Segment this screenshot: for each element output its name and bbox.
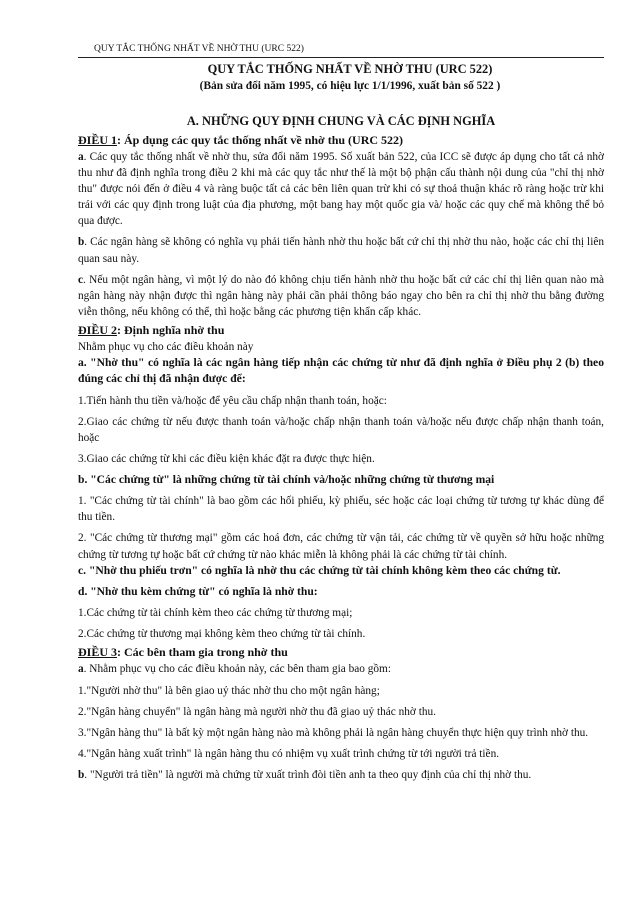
list-item: 4."Ngân hàng xuất trình" là ngân hàng thu có nhiệm vụ xuất trình chứng từ tới người trả tiền. bbox=[78, 747, 500, 760]
article-title: : Các bên tham gia trong nhờ thu bbox=[117, 645, 288, 660]
list-item: 2."Ngân hàng chuyển" là ngân hàng mà người nhờ thu đã giao uỷ thác nhờ thu. bbox=[78, 705, 436, 718]
article-title: : Áp dụng các quy tắc thống nhất về nhờ thu (URC 522) bbox=[117, 133, 404, 147]
article-1-heading bbox=[78, 132, 604, 149]
definition-heading: d. "Nhờ thu kèm chứng từ" có nghĩa là nhờ thu: bbox=[78, 584, 318, 598]
article-title: : Định nghĩa nhờ thu bbox=[117, 322, 225, 337]
list-item: 2. "Các chứng từ thương mại" gồm các hoá đơn, các chứng từ vận tải, các chứng từ về quyền sở hữu hoặc những chứng từ tương tự hoặc bất cứ chứng từ nào khác miễn là không phải là các chứng từ tài chính. bbox=[78, 532, 604, 561]
item-letter: a bbox=[78, 663, 84, 676]
definition-heading: c. "Nhờ thu phiếu trơn" có nghĩa là nhờ thu các chứng từ tài chính không kèm theo các chứng từ. bbox=[78, 563, 561, 577]
paragraph-text: . Các quy tắc thống nhất về nhờ thu, sửa đổi năm 1995. Số xuất bản 522, của ICC sẽ được áp dụng cho tất cả nhờ thu như đã định nghĩa trong điều 2 khi mà các quy tắc như thế là một bộ phận cấu thành nội dung của "chỉ thị nhờ thu" được nói đến ở điều 4 và ràng buộc tất cả các bên liên quan trừ khi có sự thoả thuận khác rõ ràng hoặc trừ khi trái với các quy định trong luật của địa phương, một bang hay một quốc gia và/ hoặc các quy chế mà không thể bỏ qua được. bbox=[78, 151, 604, 228]
paragraph: Nhằm phục vụ cho các điều khoản này bbox=[78, 340, 254, 353]
paragraph-text: . Nếu một ngân hàng, vì một lý do nào đó không chịu tiến hành nhờ thu hoặc bất cứ các chỉ thị liên quan nào mà ngân hàng này nhận được thì ngân hàng này phải cần phải thông báo ngay cho bên ra chỉ thị nhờ thu bằng đường viễn thông, nếu không có thể, thì hoặc bằng các phương tiện khẩn cấp khác. bbox=[78, 273, 604, 318]
item-letter: c bbox=[78, 273, 84, 286]
paragraph-text: . Nhằm phục vụ cho các điều khoản này, các bên tham gia bao gồm: bbox=[83, 663, 391, 676]
item-letter: b bbox=[78, 236, 85, 249]
paragraph bbox=[78, 234, 604, 266]
article-number: ĐIỀU 3 bbox=[78, 645, 118, 660]
article-number: ĐIỀU 2 bbox=[78, 322, 118, 337]
paragraph bbox=[78, 661, 604, 677]
list-item: 1. "Các chứng từ tài chính" là bao gồm các hối phiếu, kỳ phiếu, séc hoặc các loại chứng từ tương tự khác dùng để thu tiền. bbox=[78, 495, 604, 524]
document-subtitle: (Bản sửa đổi năm 1995, có hiệu lực 1/1/1996, xuất bản số 522 ) bbox=[199, 80, 501, 92]
paragraph bbox=[78, 767, 604, 783]
section-a-heading: A. NHỮNG QUY ĐỊNH CHUNG VÀ CÁC ĐỊNH NGHĨA bbox=[186, 114, 496, 128]
document-page bbox=[78, 0, 604, 783]
paragraph-text: . "Người trả tiền" là người mà chứng từ xuất trình đòi tiền anh ta theo quy định của chỉ thị nhờ thu. bbox=[84, 768, 532, 781]
running-header: QUY TẮC THỐNG NHẤT VỀ NHỜ THU (URC 522) bbox=[78, 0, 604, 58]
article-number: ĐIỀU 1 bbox=[78, 133, 118, 147]
paragraph bbox=[78, 149, 604, 229]
list-item: 1.Tiến hành thu tiền và/hoặc để yêu cầu chấp nhận thanh toán, hoặc: bbox=[78, 394, 387, 407]
definition-heading: a. "Nhờ thu" có nghĩa là các ngân hàng tiếp nhận các chứng từ như đã định nghĩa ở Điều phụ 2 (b) theo đúng các chỉ thị đã nhận được để: bbox=[78, 356, 604, 386]
list-item: 3.Giao các chứng từ khi các điều kiện khác đặt ra được thực hiện. bbox=[78, 452, 375, 465]
list-item: 2.Giao các chứng từ nếu được thanh toán và/hoặc chấp nhận thanh toán và/hoặc nếu được chấp nhận thanh toán, hoặc bbox=[78, 415, 604, 444]
article-2-heading bbox=[78, 322, 604, 339]
list-item: 2.Các chứng từ thương mại không kèm theo chứng từ tài chính. bbox=[78, 628, 366, 641]
paragraph bbox=[78, 272, 604, 320]
document-title: QUY TẮC THỐNG NHẤT VỀ NHỜ THU (URC 522) bbox=[207, 62, 493, 76]
list-item: 1.Các chứng từ tài chính kèm theo các chứng từ thương mại; bbox=[78, 607, 353, 620]
article-3-heading bbox=[78, 644, 604, 661]
item-letter: b bbox=[78, 768, 85, 781]
definition-heading: b. "Các chứng từ" là những chứng từ tài chính và/hoặc những chứng từ thương mại bbox=[78, 473, 495, 486]
list-item: 3."Ngân hàng thu" là bất kỳ một ngân hàng nào mà không phải là ngân hàng chuyển thực hiện quy trình nhờ thu. bbox=[78, 726, 589, 739]
paragraph-text: . Các ngân hàng sẽ không có nghĩa vụ phải tiến hành nhờ thu hoặc bất cứ chỉ thị nhờ thu nào, hoặc các chỉ thị liên quan sau này. bbox=[78, 236, 604, 265]
item-letter: a bbox=[78, 151, 84, 163]
list-item: 1."Người nhờ thu" là bên giao uỷ thác nhờ thu cho một ngân hàng; bbox=[78, 684, 380, 697]
